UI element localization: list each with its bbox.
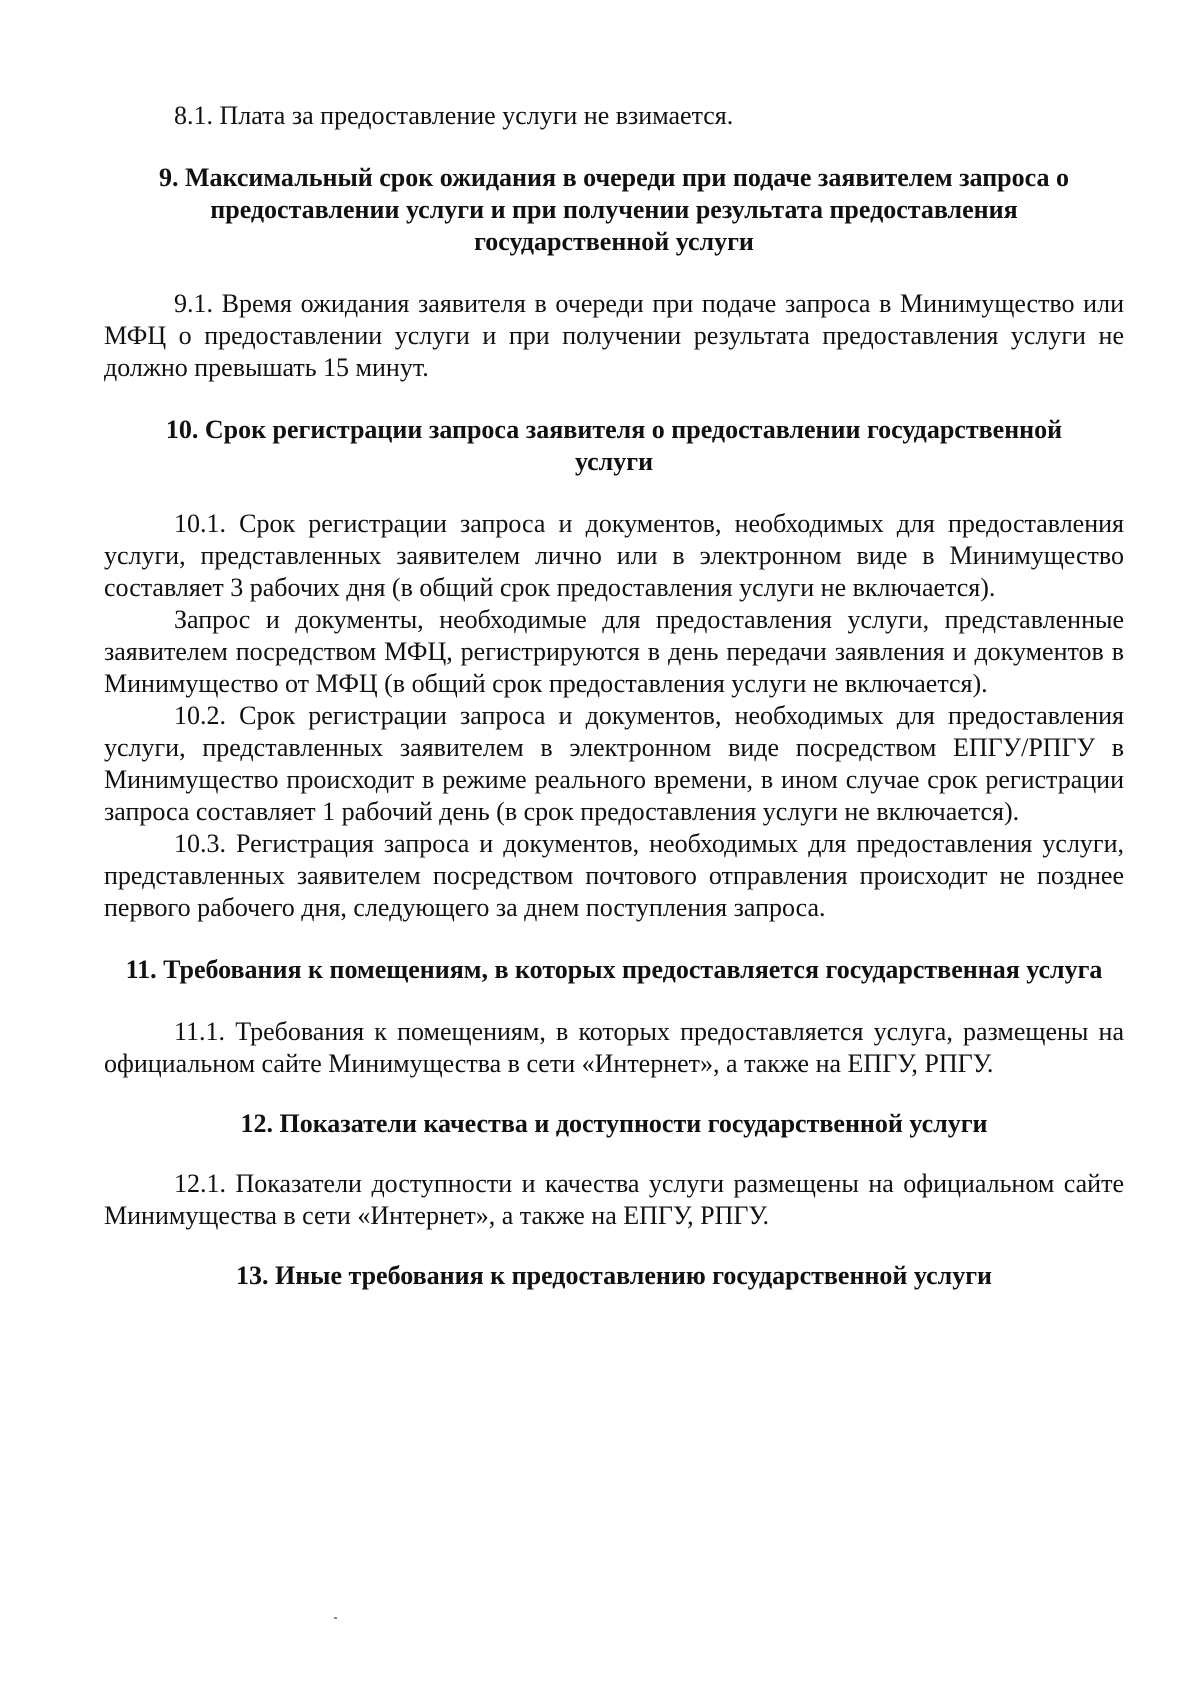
document-body <box>104 100 1124 1292</box>
paragraph-10-3: 10.3. Регистрация запроса и документов, необходимых для предоставления услуги, представленных заявителем посредством почтового отправления происходит не позднее первого рабочего дня, следующего за днем поступления запроса. <box>104 829 1124 922</box>
paragraph-10-1-continued: Запрос и документы, необходимые для предоставления услуги, представленные заявителем посредством МФЦ, регистрируются в день передачи заявления и документов в Минимущество от МФЦ (в общий срок предоставления услуги не включается). <box>104 605 1124 698</box>
heading-section-12: 12. Показатели качества и доступности государственной услуги <box>240 1109 988 1138</box>
paragraph-8-1: 8.1. Плата за предоставление услуги не взимается. <box>174 101 734 130</box>
paragraph-10-2: 10.2. Срок регистрации запроса и документов, необходимых для предоставления услуги, представленных заявителем в электронном виде посредством ЕПГУ/РПГУ в Минимущество происходит в режиме реального времени, в ином случае срок регистрации запроса составляет 1 рабочий день (в срок предоставления услуги не включается). <box>104 701 1124 826</box>
heading-section-11: 11. Требования к помещениям, в которых предоставляется государственная услуга <box>125 955 1103 984</box>
paragraph-11-1: 11.1. Требования к помещениям, в которых предоставляется услуга, размещены на официальном сайте Минимущества в сети «Интернет», а также на ЕПГУ, РПГУ. <box>104 1017 1124 1078</box>
scan-speck <box>334 1617 337 1619</box>
paragraph-12-1: 12.1. Показатели доступности и качества услуги размещены на официальном сайте Минимущества в сети «Интернет», а также на ЕПГУ, РПГУ. <box>104 1169 1124 1230</box>
paragraph-9-1: 9.1. Время ожидания заявителя в очереди при подаче запроса в Минимущество или МФЦ о предоставлении услуги и при получении результата предоставления услуги не должно превышать 15 минут. <box>104 289 1124 382</box>
paragraph-10-1: 10.1. Срок регистрации запроса и документов, необходимых для предоставления услуги, представленных заявителем лично или в электронном виде в Минимущество составляет 3 рабочих дня (в общий срок предоставления услуги не включается). <box>104 509 1124 602</box>
heading-section-9: 9. Максимальный срок ожидания в очереди при подаче заявителем запроса о предоставлении услуги и при получении результата предоставления государственной услуги <box>158 163 1069 256</box>
heading-section-10: 10. Срок регистрации запроса заявителя о предоставлении государственной услуги <box>165 415 1063 476</box>
heading-section-13: 13. Иные требования к предоставлению государственной услуги <box>235 1261 993 1290</box>
